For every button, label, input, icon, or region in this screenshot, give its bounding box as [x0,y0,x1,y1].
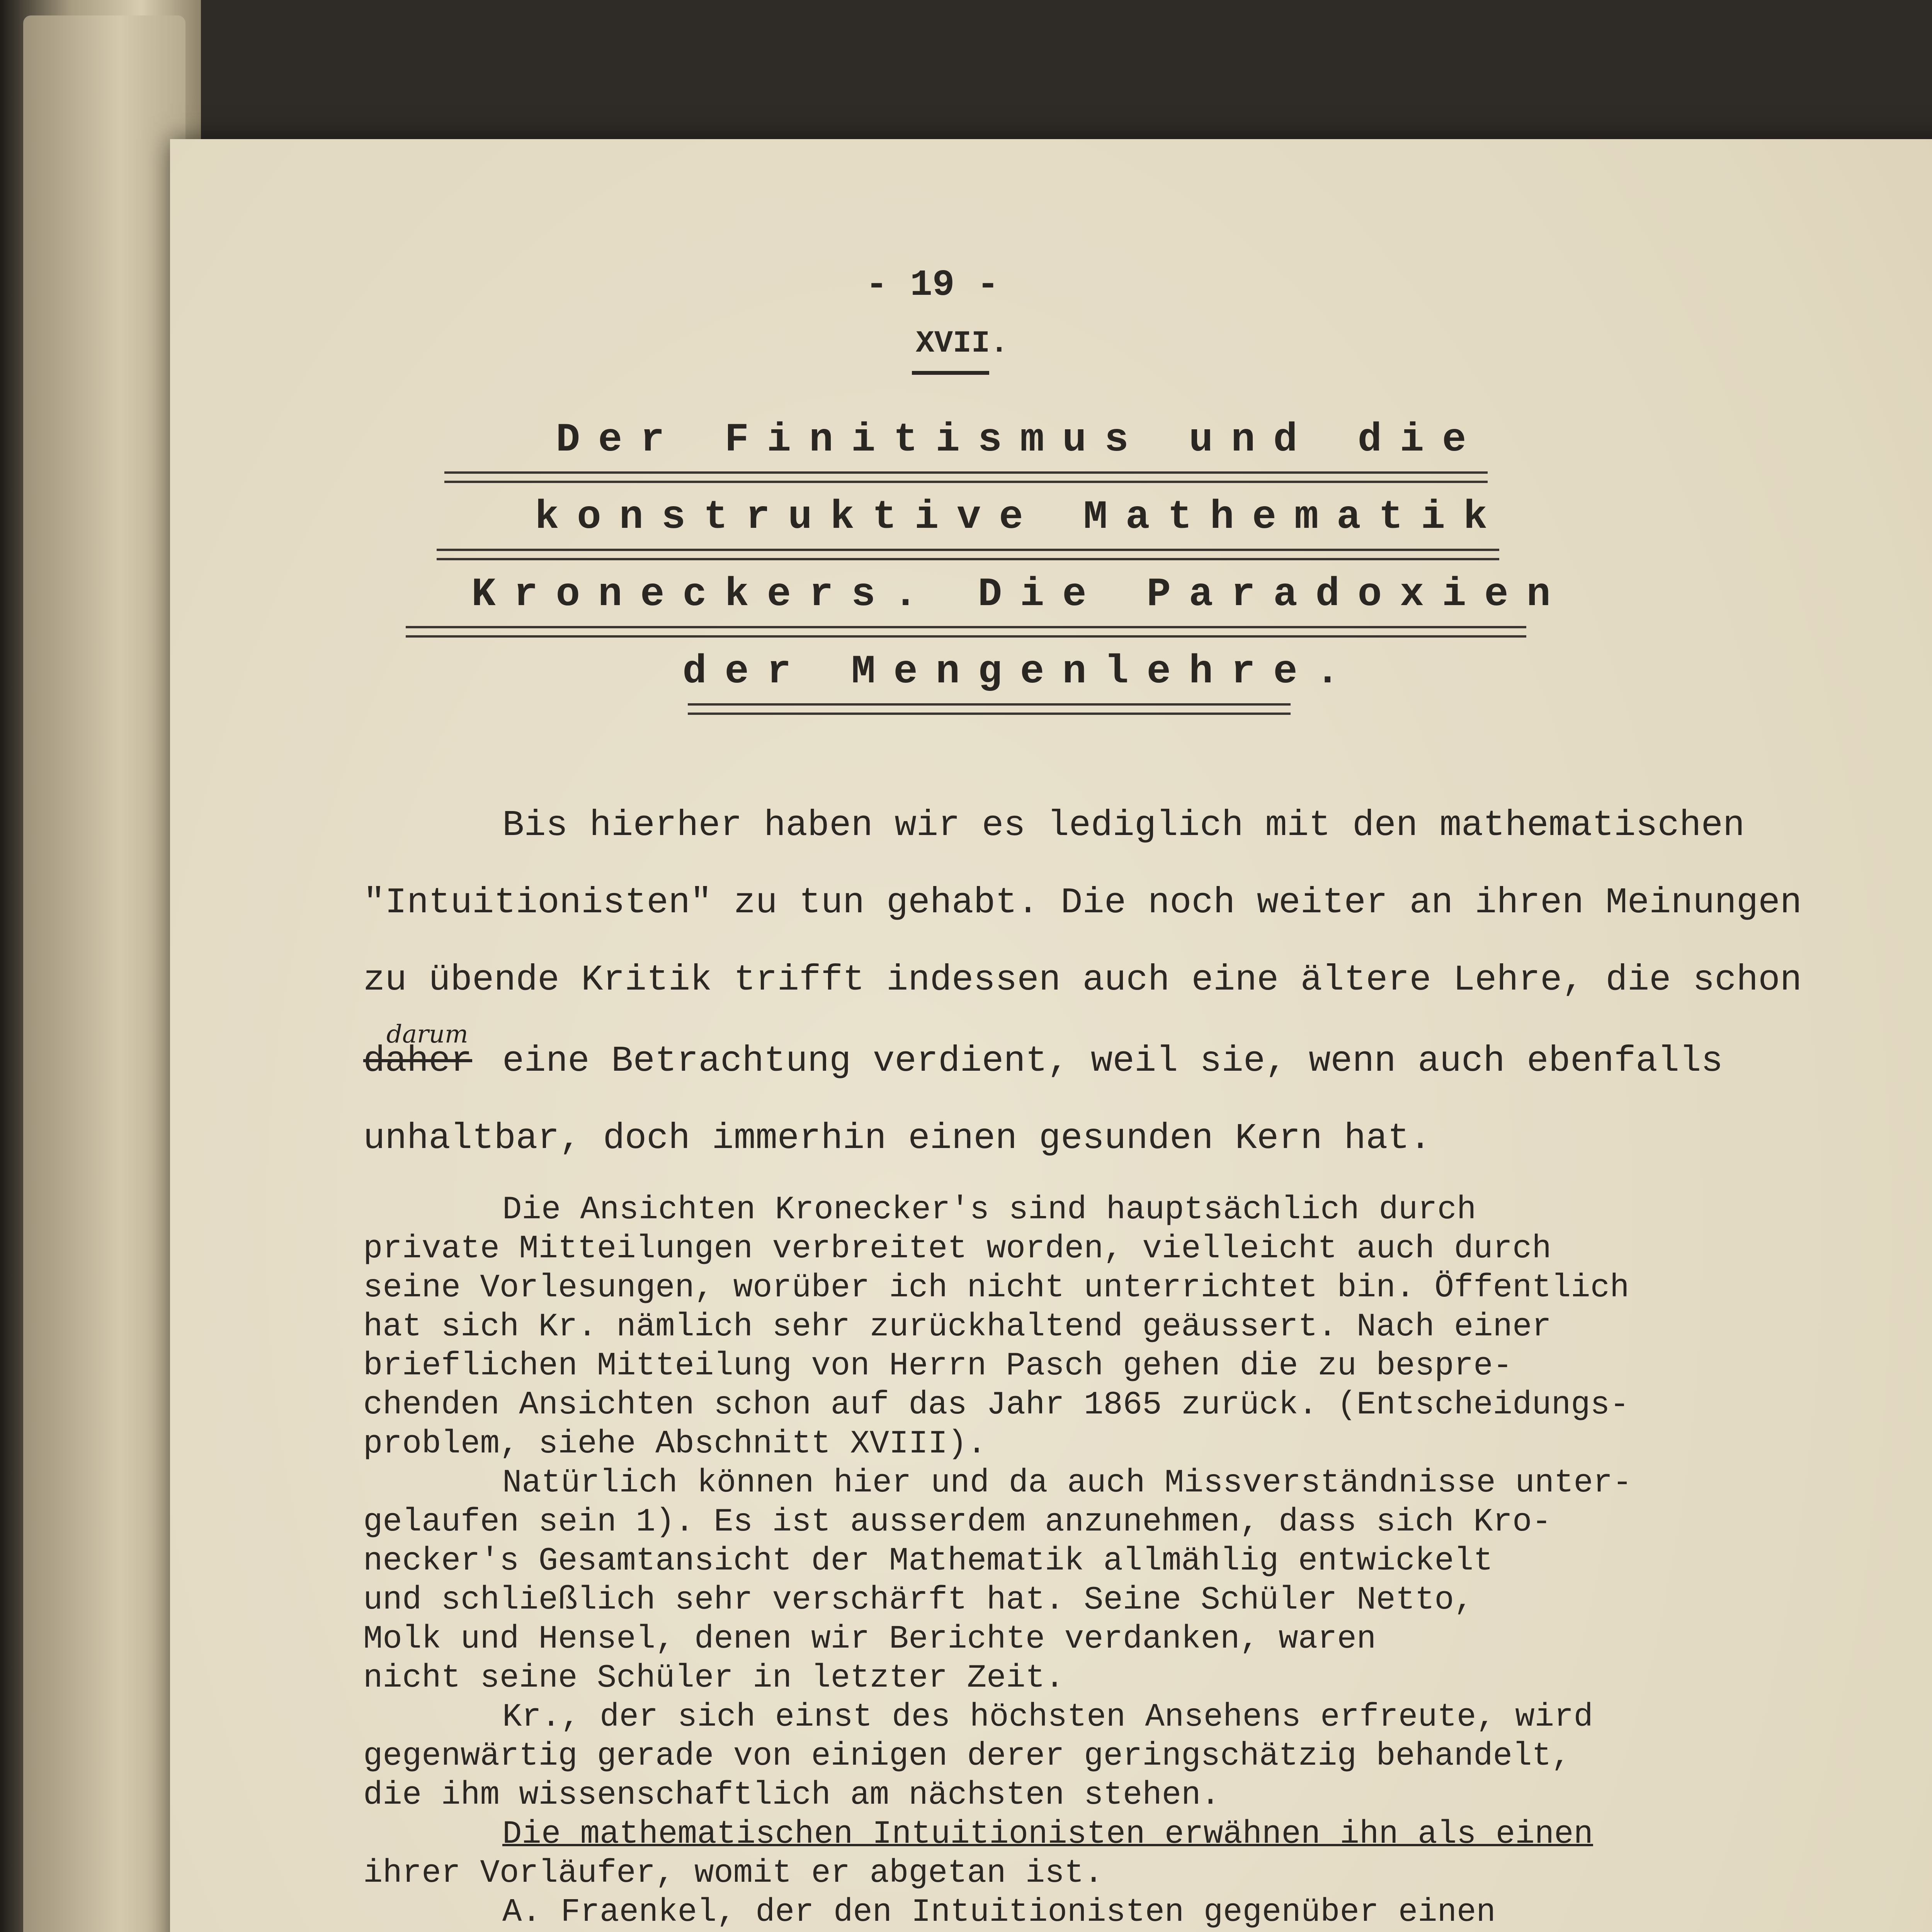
para1-line-5: unhaltbar, doch immerhin einen gesunden Kern hat. [363,1118,1432,1159]
body-line: Die mathematischen Intuitionisten erwähnen ihn als einen [502,1816,1593,1853]
body-line: Die Ansichten Kronecker's sind hauptsächlich durch [502,1192,1476,1228]
title-line-2: konstruktive Mathematik [535,495,1505,540]
title-line-1: Der Finitismus und die [556,417,1485,463]
body-line: nicht seine Schüler in letzter Zeit. [363,1660,1065,1697]
title-double-rule-3 [406,626,1526,638]
body-line: die ihm wissenschaftlich am nächsten stehen. [363,1777,1220,1814]
chapter-number: XVII. [916,326,1009,361]
body-line: hat sich Kr. nämlich sehr zurückhaltend geäussert. Nach einer [363,1309,1551,1345]
body-line: Kr., der sich einst des höchsten Ansehens erfreute, wird [502,1699,1593,1736]
body-line: brieflichen Mitteilung von Herrn Pasch gehen die zu bespre- [363,1348,1513,1384]
body-line: und schließlich sehr verschärft hat. Seine Schüler Netto, [363,1582,1474,1619]
para1-line-1: Bis hierher haben wir es lediglich mit den mathematischen [502,805,1745,846]
body-line: private Mitteilungen verbreitet worden, vielleicht auch durch [363,1231,1551,1267]
title-double-rule-2 [437,549,1499,560]
body-line: gegenwärtig gerade von einigen derer geringschätzig behandelt, [363,1738,1571,1775]
title-line-3: Kroneckers. Die Paradoxien [471,572,1569,617]
body-line: Molk und Hensel, denen wir Berichte verdanken, waren [363,1621,1376,1658]
title-line-4: der Mengenlehre. [682,649,1358,695]
body-line: ihrer Vorläufer, womit er abgetan ist. [363,1855,1104,1892]
left-page-edge [23,15,185,1932]
body-line: seine Vorlesungen, worüber ich nicht unterrichtet bin. Öffentlich [363,1270,1629,1306]
body-line: Natürlich können hier und da auch Missverständnisse unter- [502,1465,1632,1502]
body-line: gelaufen sein 1). Es ist ausserdem anzunehmen, dass sich Kro- [363,1504,1551,1541]
body-line: A. Fraenkel, der den Intuitionisten gegenüber einen [502,1894,1496,1931]
title-double-rule-4 [688,703,1291,715]
body-line: chenden Ansichten schon auf das Jahr 1865 zurück. (Entscheidungs- [363,1387,1629,1423]
body-line: necker's Gesamtansicht der Mathematik allmählig entwickelt [363,1543,1493,1580]
para1-line-3: zu übende Kritik trifft indessen auch eine ältere Lehre, die schon [363,960,1802,1001]
title-double-rule-1 [444,471,1488,483]
page-number: - 19 - [866,264,999,306]
handwritten-correction: darum [386,1020,468,1049]
para1-line-4: eine Betrachtung verdient, weil sie, wenn auch ebenfalls [502,1041,1723,1082]
para1-line-2: "Intuitionisten" zu tun gehabt. Die noch weiter an ihren Meinungen [363,883,1802,923]
body-line: problem, siehe Abschnitt XVIII). [363,1426,987,1463]
struck-word: daher [363,1041,473,1082]
chapter-underline [912,371,989,375]
